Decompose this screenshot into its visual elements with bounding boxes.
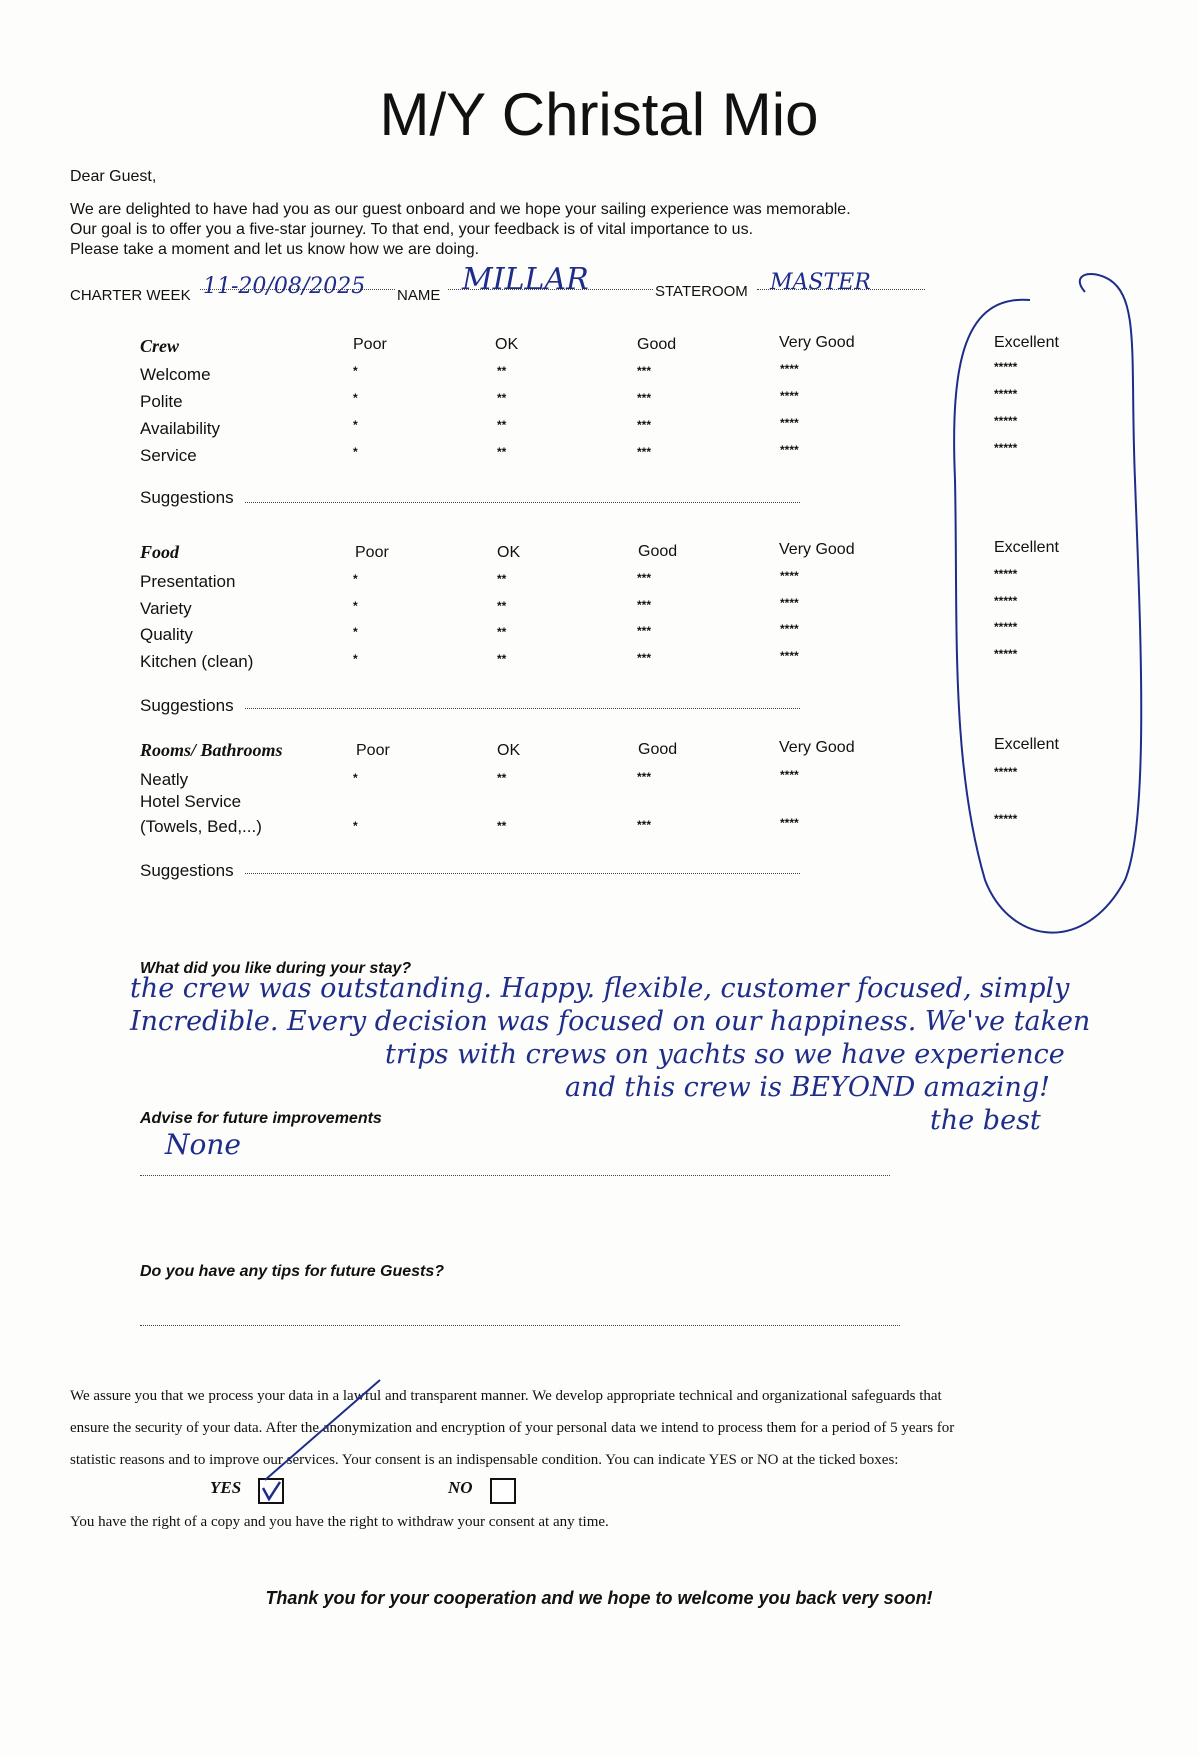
rating-excellent-star[interactable]: ***** xyxy=(994,812,1018,826)
rating-poor-star[interactable]: * xyxy=(353,364,358,378)
rating-good-star[interactable]: *** xyxy=(637,571,652,585)
liked-question: What did you like during your stay? xyxy=(140,960,412,977)
tips-input[interactable] xyxy=(140,1325,900,1326)
food-row-presentation: Presentation xyxy=(140,572,236,591)
crew-header-very-good: Very Good xyxy=(779,334,855,351)
rating-ok-star[interactable]: ** xyxy=(497,572,507,586)
rating-good-star[interactable]: *** xyxy=(637,651,652,665)
rooms-section-title: Rooms/ Bathrooms xyxy=(140,740,283,760)
rating-ok-star[interactable]: ** xyxy=(497,771,507,785)
food-header-excellent: Excellent xyxy=(994,539,1059,556)
rooms-header-poor: Poor xyxy=(356,742,390,759)
rating-very-good-star[interactable]: **** xyxy=(780,569,799,583)
rating-poor-star[interactable]: * xyxy=(353,572,358,586)
improve-question: Advise for future improvements xyxy=(140,1110,382,1127)
rating-good-star[interactable]: *** xyxy=(637,598,652,612)
rating-good-star[interactable]: *** xyxy=(637,624,652,638)
name-field[interactable]: MILLAR xyxy=(462,262,589,297)
liked-answer-line-3: trips with crews on yachts so we have experience xyxy=(385,1039,1065,1070)
rating-poor-star[interactable]: * xyxy=(353,652,358,666)
rating-excellent-star[interactable]: ***** xyxy=(994,765,1018,779)
rating-very-good-star[interactable]: **** xyxy=(780,416,799,430)
rating-ok-star[interactable]: ** xyxy=(497,391,507,405)
rating-good-star[interactable]: *** xyxy=(637,770,652,784)
rooms-header-very-good: Very Good xyxy=(779,739,855,756)
rooms-suggestions-label: Suggestions xyxy=(140,861,234,880)
food-header-ok: OK xyxy=(497,544,521,561)
rating-excellent-star[interactable]: ***** xyxy=(994,620,1018,634)
charter-week-label: CHARTER WEEK xyxy=(70,287,191,304)
rating-very-good-star[interactable]: **** xyxy=(780,768,799,782)
consent-line-1: We assure you that we process your data in a lawful and transparent manner. We develop appropriate technical and organizational safeguards that xyxy=(70,1388,942,1404)
rating-good-star[interactable]: *** xyxy=(637,364,652,378)
rating-ok-star[interactable]: ** xyxy=(497,652,507,666)
rating-ok-star[interactable]: ** xyxy=(497,625,507,639)
rooms-row-hotel-service: Hotel Service xyxy=(140,792,242,811)
intro-line-2: Our goal is to offer you a five-star journey. To that end, your feedback is of vital importance to us. xyxy=(70,221,754,238)
stateroom-field[interactable]: MASTER xyxy=(770,270,871,295)
rating-ok-star[interactable]: ** xyxy=(497,364,507,378)
greeting: Dear Guest, xyxy=(70,168,157,185)
liked-answer-line-2: Incredible. Every decision was focused on our happiness. We've taken xyxy=(130,1006,1091,1037)
food-header-good: Good xyxy=(638,543,678,560)
form-title: M/Y Christal Mio xyxy=(379,81,819,148)
rating-very-good-star[interactable]: **** xyxy=(780,816,799,830)
rooms-row-towels-bed: (Towels, Bed,...) xyxy=(140,817,262,836)
intro-line-1: We are delighted to have had you as our guest onboard and we hope your sailing experience was memorable. xyxy=(70,201,851,218)
rating-poor-star[interactable]: * xyxy=(353,771,358,785)
rating-poor-star[interactable]: * xyxy=(353,625,358,639)
charter-week-field[interactable]: 11-20/08/2025 xyxy=(203,274,366,299)
name-label: NAME xyxy=(397,287,441,304)
crew-row-polite: Polite xyxy=(140,392,183,411)
improve-answer[interactable]: None xyxy=(165,1128,241,1161)
stateroom-label: STATEROOM xyxy=(655,283,748,300)
crew-header-ok: OK xyxy=(495,336,519,353)
rooms-header-ok: OK xyxy=(497,742,521,759)
rating-very-good-star[interactable]: **** xyxy=(780,443,799,457)
food-row-quality: Quality xyxy=(140,625,193,644)
rating-good-star[interactable]: *** xyxy=(637,445,652,459)
rating-very-good-star[interactable]: **** xyxy=(780,389,799,403)
consent-line-3: statistic reasons and to improve our services. Your consent is an indispensable condition. You can indicate YES or NO at the ticked boxes: xyxy=(70,1452,899,1468)
food-header-very-good: Very Good xyxy=(779,541,855,558)
rating-good-star[interactable]: *** xyxy=(637,818,652,832)
rating-very-good-star[interactable]: **** xyxy=(780,596,799,610)
rating-poor-star[interactable]: * xyxy=(353,599,358,613)
consent-rights: You have the right of a copy and you have the right to withdraw your consent at any time. xyxy=(70,1514,609,1530)
food-header-poor: Poor xyxy=(355,544,389,561)
rating-ok-star[interactable]: ** xyxy=(497,445,507,459)
rooms-header-excellent: Excellent xyxy=(994,736,1059,753)
thank-you-footer: Thank you for your cooperation and we hope to welcome you back very soon! xyxy=(265,1588,933,1608)
crew-row-availability: Availability xyxy=(140,419,221,438)
food-row-kitchen: Kitchen (clean) xyxy=(140,652,254,671)
liked-answer-line-4: and this crew is BEYOND amazing! xyxy=(565,1072,1050,1103)
rating-very-good-star[interactable]: **** xyxy=(780,649,799,663)
food-row-variety: Variety xyxy=(140,599,192,618)
rating-poor-star[interactable]: * xyxy=(353,418,358,432)
rooms-row-neatly: Neatly xyxy=(140,770,189,789)
rating-poor-star[interactable]: * xyxy=(353,819,358,833)
rating-good-star[interactable]: *** xyxy=(637,418,652,432)
crew-header-poor: Poor xyxy=(353,336,387,353)
food-suggestions-label: Suggestions xyxy=(140,696,234,715)
rating-excellent-star[interactable]: ***** xyxy=(994,441,1018,455)
rating-ok-star[interactable]: ** xyxy=(497,599,507,613)
rating-ok-star[interactable]: ** xyxy=(497,819,507,833)
check-stroke-icon xyxy=(260,1375,390,1485)
rating-good-star[interactable]: *** xyxy=(637,391,652,405)
consent-yes-label: YES xyxy=(210,1478,242,1497)
rooms-header-good: Good xyxy=(638,741,678,758)
rating-excellent-star[interactable]: ***** xyxy=(994,594,1018,608)
rating-excellent-star[interactable]: ***** xyxy=(994,414,1018,428)
rating-very-good-star[interactable]: **** xyxy=(780,622,799,636)
consent-text xyxy=(70,1380,1140,1476)
consent-no-label: NO xyxy=(448,1478,473,1497)
rating-excellent-star[interactable]: ***** xyxy=(994,387,1018,401)
crew-header-excellent: Excellent xyxy=(994,334,1059,351)
rating-ok-star[interactable]: ** xyxy=(497,418,507,432)
crew-header-good: Good xyxy=(637,336,677,353)
food-section-title: Food xyxy=(140,542,180,562)
crew-row-service: Service xyxy=(140,446,197,465)
intro-line-3: Please take a moment and let us know how we are doing. xyxy=(70,241,480,258)
crew-section-title: Crew xyxy=(140,336,180,356)
rating-excellent-star[interactable]: ***** xyxy=(994,567,1018,581)
liked-answer-line-5: the best xyxy=(930,1105,1041,1136)
rating-very-good-star[interactable]: **** xyxy=(780,362,799,376)
consent-line-2: ensure the security of your data. After the anonymization and encryption of your personal data we intend to process them for a period of 5 years for xyxy=(70,1420,955,1436)
liked-answer-line-1: the crew was outstanding. Happy. flexible, customer focused, simply xyxy=(130,973,1070,1004)
crew-row-welcome: Welcome xyxy=(140,365,211,384)
rating-excellent-star[interactable]: ***** xyxy=(994,360,1018,374)
rating-poor-star[interactable]: * xyxy=(353,391,358,405)
rating-excellent-star[interactable]: ***** xyxy=(994,647,1018,661)
tips-question: Do you have any tips for future Guests? xyxy=(140,1263,445,1280)
improve-line xyxy=(140,1175,890,1176)
rating-poor-star[interactable]: * xyxy=(353,445,358,459)
crew-suggestions-label: Suggestions xyxy=(140,488,234,507)
consent-no-checkbox[interactable] xyxy=(490,1478,516,1504)
